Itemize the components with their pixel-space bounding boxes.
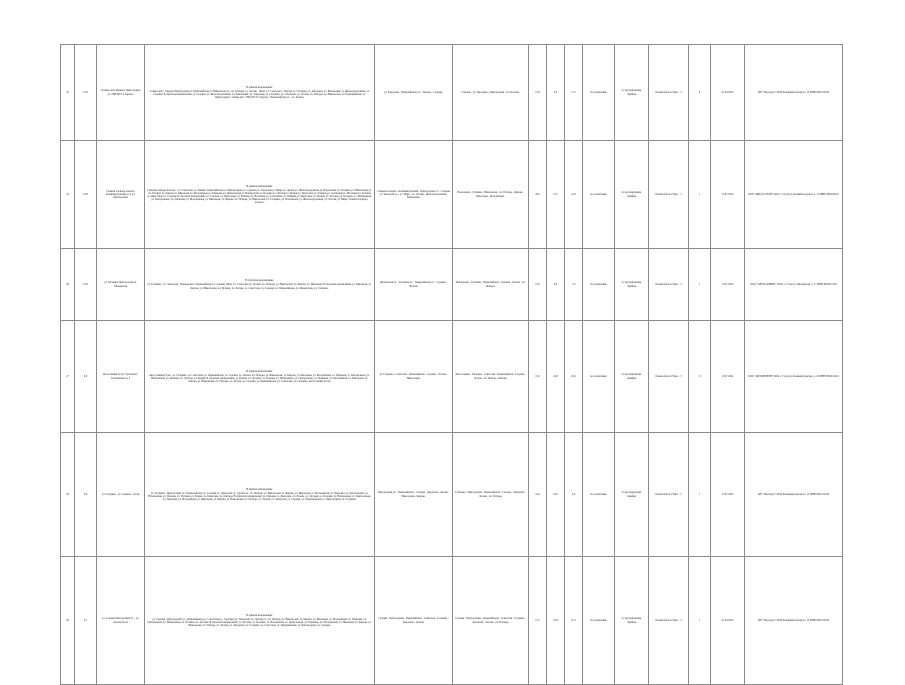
carrier-info: ИП "Транспорт" ООО Калининградская ул. 15 ИНН 3921012345 bbox=[745, 433, 843, 557]
route-stops: Пионерская - Гагарина - Первомайская - Садовая - Лесная - пл. Победы. bbox=[453, 249, 529, 321]
schedule-mode: по расписанию bbox=[583, 249, 615, 321]
schedule-mode: по расписанию bbox=[583, 45, 615, 141]
value-1: 18,5 bbox=[547, 433, 565, 557]
value-1: 21,7 bbox=[547, 141, 565, 249]
row-number: 29 bbox=[61, 557, 75, 685]
vehicle-count: 1 bbox=[689, 141, 711, 249]
schedule-mode: по расписанию bbox=[583, 141, 615, 249]
vehicle-class: Большой класс Евро - 5 bbox=[649, 141, 689, 249]
route-description bbox=[145, 45, 375, 141]
value-2: 26,2 bbox=[565, 321, 583, 433]
value-1: 8,6 bbox=[547, 249, 565, 321]
start-date: 01.04.2022 bbox=[711, 45, 745, 141]
route-path-text: ул. Садовая - Пригородная ул., Первомайская ул., Советская ул., Гагарина ул., Заводская ул., Лесная ул., пл. Победы, ул. Никольская, ул. Кирова, ул. Школьная, ул. Молодёжная, ул. Парковая, ул. Центральная, ул. Набережная, ул. Полевая, ул. Луговая. В обратном направлении: ул. Луговая, ул. Полевая, ул. Набережная, ул. Центральная, ул. Парковая, ул. Молодёжная, ул. Школьная, ул. Кирова, ул. Никольская, пл. Победы, ул. Лесная, ул. Заводская, ул. Гагарина, ул. Советская, ул. Первомайская, ул. Пригородная, ул. Садовая. bbox=[147, 617, 372, 628]
tariff-type: по регулируемым тарифам bbox=[615, 433, 649, 557]
table-row bbox=[61, 141, 843, 249]
tariff-type: по регулируемым тарифам bbox=[615, 249, 649, 321]
value-2: 22,1 bbox=[565, 557, 583, 685]
route-stops: Садовая - ул. Заводская - Пригородная - пл. Победы. bbox=[453, 45, 529, 141]
table-row bbox=[61, 433, 843, 557]
vehicle-class: Большой класс Евро - 5 bbox=[649, 45, 689, 141]
route-length: 10,6 bbox=[529, 433, 547, 557]
route-stops: Автостанция - Гагарина - Советская - Первомайская - Садовая - Лесная - пл. Победы - Кирова. bbox=[453, 321, 529, 433]
start-date: 15.07.2022 bbox=[711, 433, 745, 557]
route-streets: Садовая - Пригородная - Первомайская - Советская - Гагарина - Заводская - Лесная. bbox=[375, 557, 453, 685]
route-length: 13,2 bbox=[529, 321, 547, 433]
route-description bbox=[145, 433, 375, 557]
vehicle-class: Большой класс Евро - 5 bbox=[649, 321, 689, 433]
row-number: 24 bbox=[61, 45, 75, 141]
value-2: 1 % bbox=[565, 249, 583, 321]
route-stops: Гагарина - Пригородная - Первомайская - Садовая - Заводская - Лесная - пл. Победы. bbox=[453, 433, 529, 557]
row-number: 26 bbox=[61, 249, 75, 321]
value-1: 24,3 bbox=[547, 321, 565, 433]
route-path-text: Автостанция Гусев - ул. Гагарина, ул. Советская, ул. Первомайская, ул. Садовая, ул. Лесная, пл. Победы, ул. Никольская, ул. Кирова, ул. Школьная, ул. Молодёжная, ул. Парковая, ул. Центральная, ул. Набережная, ул. Полевая, ул. Луговая, ул. Речная. В обратном направлении: ул. Речная, ул. Луговая, ул. Полевая, ул. Набережная, ул. Центральная, ул. Парковая, ул. Молодёжная, ул. Школьная, ул. Кирова, ул. Никольская, пл. Победы, ул. Лесная, ул. Садовая, ул. Первомайская, ул. Советская, ул. Гагарина, Автостанция Гусев. bbox=[149, 373, 370, 384]
route-streets: Главная площадь - Калининградский - Пригородная ул. - Садовая ул. Заводская ул. - ул. Мира - ул. Лесная - Железнодорожная - Вокзальная. bbox=[375, 141, 453, 249]
value-1: 6,3 bbox=[547, 45, 565, 141]
route-path-text: стоянка авто - Заречье Пригородная ул. Первомайская ул. Никольская ул., пл. Победы, ул. Лесная - Пром. Ст. Советская - Заречье ул. Гагарина, ул. Заводская, пл. Революции, ул. Железнодорожная, ул. Садовая. В обратном направлении: ул. Садовая, ул. Железнодорожная, пл. Революции, ул. Заводская, ул. Гагарина, ул. Советская, ул. Лесная, пл. Победы, ул. Никольская, ул. Первомайская, ул. Пригородная, стоянка авто. ТВД МСТ в Заречье - Первомайская ул. - ул. Лесная. bbox=[149, 89, 370, 100]
vehicle-count: 7 bbox=[689, 557, 711, 685]
route-length: 12,9 bbox=[529, 45, 547, 141]
route-title: ул. Гагарина Пригородная ул. Пионерская bbox=[97, 249, 145, 321]
vehicle-count: 6 bbox=[689, 45, 711, 141]
row-number: 28 bbox=[61, 433, 75, 557]
route-description bbox=[145, 321, 375, 433]
route-stops: Садовая - Пригородная - Первомайская - Советская - Гагарина - Заводская - Лесная - пл. Победы. bbox=[453, 557, 529, 685]
route-id: 2/7 bbox=[75, 557, 97, 685]
table-row bbox=[61, 557, 843, 685]
value-2: 2,4 bbox=[565, 433, 583, 557]
route-streets: Пионерская ул. - Гагарина ул. - Первомайская ул. - Садовая - Лесная. bbox=[375, 249, 453, 321]
direction-heading: В прямом направлении: bbox=[246, 184, 273, 188]
direction-heading: В прямом направлении: bbox=[246, 613, 273, 617]
vehicle-class: Большой класс Евро - 5 bbox=[649, 433, 689, 557]
route-streets: ул. Гагарина - Советская - Первомайская - Садовая - Лесная - Никольская. bbox=[375, 321, 453, 433]
value-2: 11 л bbox=[565, 45, 583, 141]
route-registry-table bbox=[60, 44, 843, 685]
vehicle-count: 1 bbox=[689, 249, 711, 321]
route-id: 2/18 bbox=[75, 141, 97, 249]
schedule-mode: по расписанию bbox=[583, 433, 615, 557]
table-row bbox=[61, 45, 843, 141]
table-body bbox=[61, 45, 843, 685]
value-2: 2,19 bbox=[565, 141, 583, 249]
tariff-type: по регулируемым тарифам bbox=[615, 141, 649, 249]
vehicle-class: Большой класс Евро - 5 bbox=[649, 557, 689, 685]
direction-heading: В обратном направлении: bbox=[245, 279, 274, 283]
vehicle-class: Большой класс Евро - 5 bbox=[649, 249, 689, 321]
direction-heading: В прямом направлении: bbox=[246, 85, 273, 89]
route-id: 2/19 bbox=[75, 249, 97, 321]
carrier-info: ООО "АВТОРЕЗЕРВ" ООО, г. Гусев ул. Калининградская, д. 22 ИНН 3902011024 bbox=[745, 321, 843, 433]
route-id: 2/9 bbox=[75, 321, 97, 433]
schedule-mode: по расписанию bbox=[583, 321, 615, 433]
table-row bbox=[61, 321, 843, 433]
vehicle-count: 15 bbox=[689, 321, 711, 433]
route-description bbox=[145, 557, 375, 685]
row-number: 27 bbox=[61, 321, 75, 433]
carrier-info: ООО "АВТО-СЕРВИС" ООО, г. Гусев ул. Пионерская, д. 17 ИНН 3902015748 bbox=[745, 249, 843, 321]
route-stops: Вокзальная - Гагарина - Никольская - пл. Победы - Кирова - Школьная - Молодёжная. bbox=[453, 141, 529, 249]
route-description bbox=[145, 249, 375, 321]
route-title: Главная площадь вокзала Калининградский ул. к ул. Пригородная bbox=[97, 141, 145, 249]
tariff-type: по регулируемым тарифам bbox=[615, 45, 649, 141]
route-length: 11,5 bbox=[529, 557, 547, 685]
route-streets: ул. Заводская - Первомайская ул. - Заречье - Садовая. bbox=[375, 45, 453, 141]
route-title: Автостанция Гусев "Гусевская", Гагаринская ул. 2 bbox=[97, 321, 145, 433]
route-id: 2/16 bbox=[75, 45, 97, 141]
carrier-info: ИП "Транспорт" ООО Калининградская ул. 15 ИНН 3921012345 bbox=[745, 45, 843, 141]
direction-heading: В прямом направлении: bbox=[246, 369, 273, 373]
start-date: 15.07.2022 bbox=[711, 141, 745, 249]
route-path-text: Главная площадь вокзала - ул. Советская, ул. Ленина, Первомайская ул. Пригородная ул., Садовая ул., Заводская ул. Мира ул. Лесная ул. Железнодорожная ул. Вокзальная ул. Гагарина ул. Никольская ул. пл. Победы ул. Кирова ул. Школьная ул. Молодёжная ул. Парковая ул. Центральная ул. Набережная ул. Полевая ул. Луговая ул. Речная ул. Береговая ул. Озёрная ул. Солнечная ул. Весенняя ул. Зелёная ул. Цветочная ул. Садовая. В обратном направлении: ул. Садовая, ул. Цветочная, ул. Зелёная, ул. Весенняя, ул. Солнечная, ул. Озёрная, ул. Береговая, ул. Речная, ул. Луговая, ул. Полевая, ул. Набережная, ул. Центральная, ул. Парковая, ул. Молодёжная, ул. Школьная, ул. Кирова, пл. Победы, ул. Никольская, ул. Гагарина, ул. Вокзальная, ул. Железнодорожная, ул. Лесная, ул. Мира, Главная площадь вокзала. bbox=[147, 188, 372, 205]
carrier-info: ООО "АВТО-СТРОЙ" ООО, г. Гусев ул. Калининградская, д. 17 ИНН 3902016547 bbox=[745, 141, 843, 249]
route-id: 2/4 bbox=[75, 433, 97, 557]
table-row bbox=[61, 249, 843, 321]
start-date: 15.07.2022 bbox=[711, 321, 745, 433]
vehicle-count: 7 bbox=[689, 433, 711, 557]
route-description bbox=[145, 141, 375, 249]
tariff-type: по регулируемым тарифам bbox=[615, 321, 649, 433]
route-title: ул. Садовая Пригородная ул. - ул. Лесная Гусев bbox=[97, 557, 145, 685]
start-date: 01.04.2022 bbox=[711, 557, 745, 685]
route-length: 13,0 bbox=[529, 249, 547, 321]
start-date: 15.07.2022 bbox=[711, 249, 745, 321]
row-number: 25 bbox=[61, 141, 75, 249]
route-path-text: ул. Гагарина - Пригородная ул., Первомайская ул., Садовая ул., Заводская ул., Лесная ул., пл. Победы, ул. Никольская, ул. Кирова, ул. Школьная, ул. Молодёжная, ул. Парковая, ул. Центральная, ул. Набережная, ул. Полевая, ул. Луговая, ул. Речная, ул. Береговая, ул. Озёрная. В обратном направлении: ул. Озёрная, ул. Береговая, ул. Речная, ул. Луговая, ул. Полевая, ул. Набережная, ул. Центральная, ул. Парковая, ул. Молодёжная, ул. Школьная, ул. Кирова, ул. Никольская, пл. Победы, ул. Лесная, ул. Заводская, ул. Садовая, ул. Первомайская, ул. Пригородная, ул. Гагарина. bbox=[148, 491, 371, 502]
route-path-text: ул. Гагарина - ул. Заводская - Пионерская - Первомайская ул. Садовая. Пром. Ст. Советская ул. Лесная, пл. Победы, ул. Никольская, ул. Кирова, ул. Школьная. В обратном направлении: ул. Школьная, ул. Кирова, ул. Никольская, пл. Победы, ул. Лесная, ул. Советская, ул. Садовая, ул. Первомайская, ул. Пионерская, ул. Гагарина. bbox=[147, 283, 372, 290]
schedule-mode: по расписанию bbox=[583, 557, 615, 685]
tariff-type: по регулируемым тарифам bbox=[615, 557, 649, 685]
route-title: Стоянка авто Правило Пригородная ул. ТВД МСТ в Заречье bbox=[97, 45, 145, 141]
carrier-info: ИП "Транспорт" ООО Калининградская ул. 15 ИНН 3921012345 bbox=[745, 557, 843, 685]
value-1: 22,8 bbox=[547, 557, 565, 685]
route-length: 20,0 bbox=[529, 141, 547, 249]
route-title: ул. Гагарина - ул. Садовая - Гусев bbox=[97, 433, 145, 557]
direction-heading: В прямом направлении: bbox=[246, 487, 273, 491]
route-streets: Пригородная ул. - Первомайская - Садовая - Заводская - Лесная - Никольская - Кирова. bbox=[375, 433, 453, 557]
